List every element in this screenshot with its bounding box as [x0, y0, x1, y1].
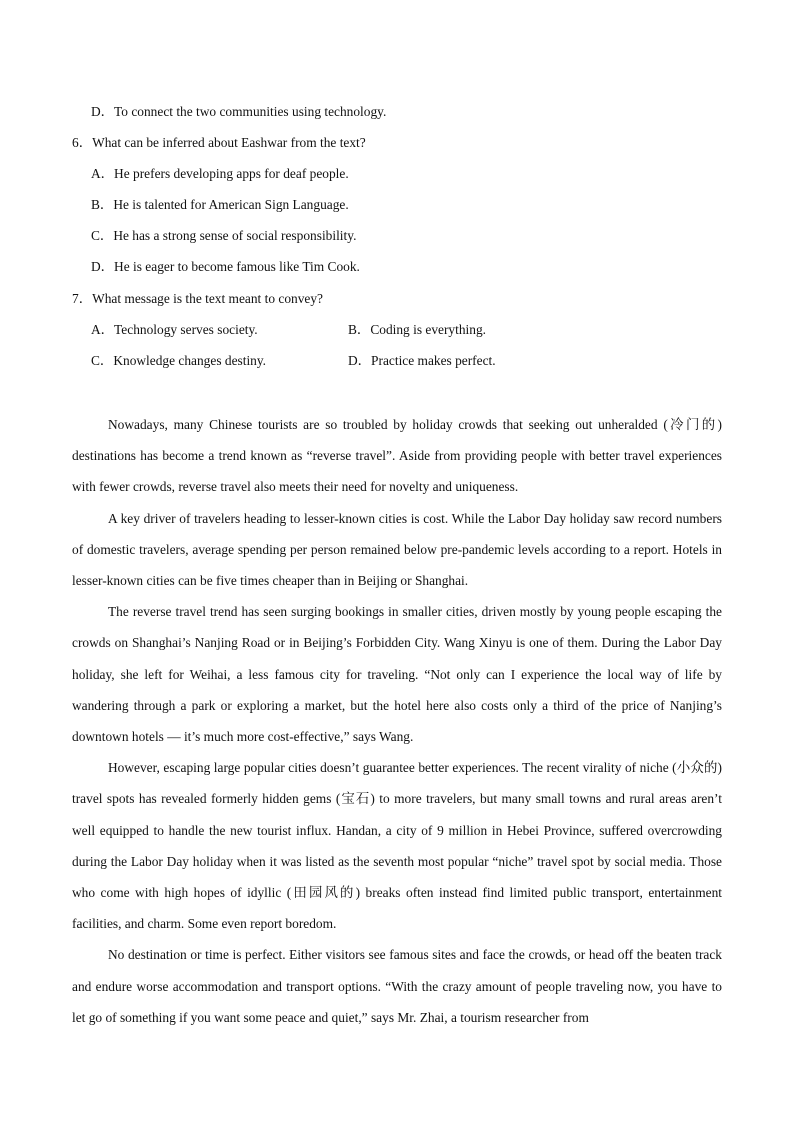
q5-option-d: D．To connect the two communities using technology. — [91, 104, 387, 119]
reading-passage — [72, 409, 722, 1033]
q7-option-d: D．Practice makes perfect. — [348, 353, 496, 368]
q7-option-b: B．Coding is everything. — [348, 322, 486, 337]
q6-option-c: C．He has a strong sense of social responsibility. — [91, 228, 357, 243]
passage-paragraph-2: A key driver of travelers heading to lesser-known cities is cost. While the Labor Day holiday saw record numbers of domestic travelers, average spending per person remained below pre-pandemic levels according to a report. Hotels in lesser-known cities can be five times cheaper than in Beijing or Shanghai. — [72, 510, 722, 589]
passage-paragraph-1: Nowadays, many Chinese tourists are so troubled by holiday crowds that seeking out unheralded (冷门的) destinations has become a trend known as “reverse travel”. Aside from providing people with better travel experiences with fewer crowds, reverse travel also meets their need for novelty and uniqueness. — [72, 417, 722, 495]
q7-option-c: C．Knowledge changes destiny. — [91, 353, 267, 368]
passage-paragraph-3: The reverse travel trend has seen surging bookings in smaller cities, driven mostly by young people escaping the crowds on Shanghai’s Nanjing Road or in Beijing’s Forbidden City. Wang Xinyu is one of them. During the Labor Day holiday, she left for Weihai, a less famous city for traveling. “Not only can I experience the local way of life by wandering through a park or exploring a market, but the hotel here also costs only a third of the price of Nanjing’s downtown hotels — it’s much more cost-effective,” says Wang. — [72, 604, 722, 745]
q6-option-a: A．He prefers developing apps for deaf people. — [91, 166, 349, 181]
q6-option-d: D．He is eager to become famous like Tim Cook. — [91, 259, 360, 274]
passage-paragraph-4: However, escaping large popular cities doesn’t guarantee better experiences. The recent virality of niche (小众的) travel spots has revealed formerly hidden gems (宝石) to more travelers, but many small towns and rural areas aren’t well equipped to handle the new tourist influx. Handan, a city of 9 million in Hebei Province, suffered overcrowding during the Labor Day holiday when it was listed as the seventh most popular “niche” travel spot by social media. Those who come with high hopes of idyllic (田园风的) breaks often instead find limited public transport, entertainment facilities, and charm. Some even report boredom. — [72, 760, 722, 932]
q7-option-a: A．Technology serves society. — [91, 322, 258, 337]
q6-option-b: B．He is talented for American Sign Language. — [91, 197, 349, 212]
q6-stem: 6．What can be inferred about Eashwar from the text? — [72, 135, 366, 150]
passage-paragraph-5: No destination or time is perfect. Either visitors see famous sites and face the crowds, or head off the beaten track and endure worse accommodation and transport options. “With the crazy amount of people traveling now, you have to let go of something if you want some peace and quiet,” says Mr. Zhai, a tourism researcher from — [72, 947, 722, 1025]
q7-stem: 7．What message is the text meant to convey? — [72, 291, 323, 306]
